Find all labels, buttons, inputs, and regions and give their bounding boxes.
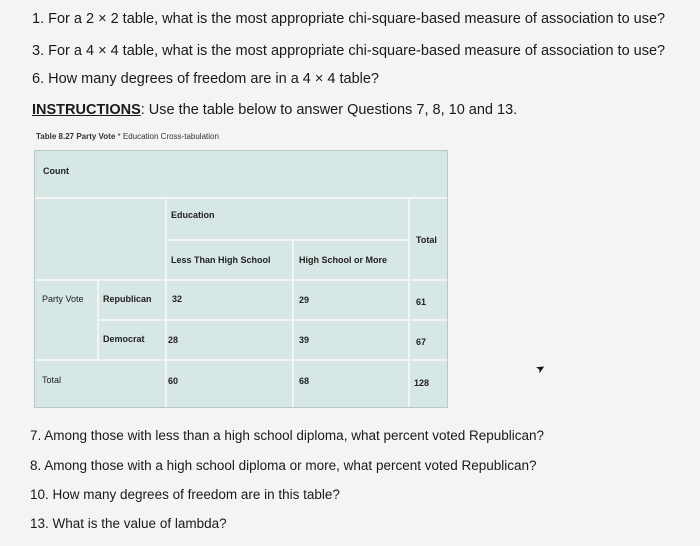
cell-democrat-less: 28	[168, 335, 179, 345]
cell-democrat-more: 39	[299, 335, 310, 345]
table-caption-title: Table 8.27 Party Vote	[36, 132, 116, 141]
mouse-pointer-icon: ➤	[533, 361, 548, 377]
total-header: Total	[416, 235, 437, 245]
row-label-democrat: Democrat	[103, 334, 145, 344]
grid-line	[292, 239, 294, 407]
cell-total-more: 68	[299, 376, 310, 386]
row-group-label: Party Vote	[42, 294, 84, 304]
question-7: 7. Among those with less than a high school diploma, what percent voted Republican?	[30, 428, 545, 443]
question-1: 1. For a 2 × 2 table, what is the most appropriate chi-square-based measure of association to use?	[32, 11, 666, 27]
grid-line	[165, 239, 408, 241]
cell-republican-more: 29	[299, 295, 310, 305]
grid-line	[35, 359, 447, 361]
grid-line	[408, 199, 410, 407]
grid-line	[165, 199, 167, 407]
cell-republican-total: 61	[416, 297, 427, 307]
cell-democrat-total: 67	[416, 337, 427, 347]
table-caption	[36, 132, 219, 141]
cell-total-total: 128	[414, 378, 430, 388]
question-6: 6. How many degrees of freedom are in a 4 × 4 table?	[32, 71, 379, 87]
crosstab-table	[34, 150, 448, 408]
education-label: Education	[171, 210, 215, 220]
grid-line	[97, 279, 99, 359]
row-label-republican: Republican	[103, 294, 152, 304]
instructions-text: : Use the table below to answer Questions 7, 8, 10 and 13.	[140, 102, 518, 118]
cell-republican-less: 32	[172, 294, 183, 304]
question-3: 3. For a 4 × 4 table, what is the most appropriate chi-square-based measure of association to use?	[32, 43, 666, 59]
col-header-hs-or-more: High School or More	[299, 255, 388, 265]
question-13: 13. What is the value of lambda?	[30, 516, 227, 531]
grid-line	[97, 319, 447, 321]
instructions	[32, 102, 517, 118]
col-header-less-than-hs: Less Than High School	[171, 255, 271, 265]
question-8: 8. Among those with a high school diploma or more, what percent voted Republican?	[30, 458, 537, 473]
grid-line	[35, 197, 447, 199]
question-10: 10. How many degrees of freedom are in this table?	[30, 487, 340, 502]
row-label-total: Total	[42, 375, 62, 385]
count-label: Count	[43, 166, 69, 176]
cell-total-less: 60	[168, 376, 179, 386]
instructions-label: INSTRUCTIONS	[32, 102, 141, 118]
table-caption-sub: * Education Cross-tabulation	[115, 132, 219, 141]
